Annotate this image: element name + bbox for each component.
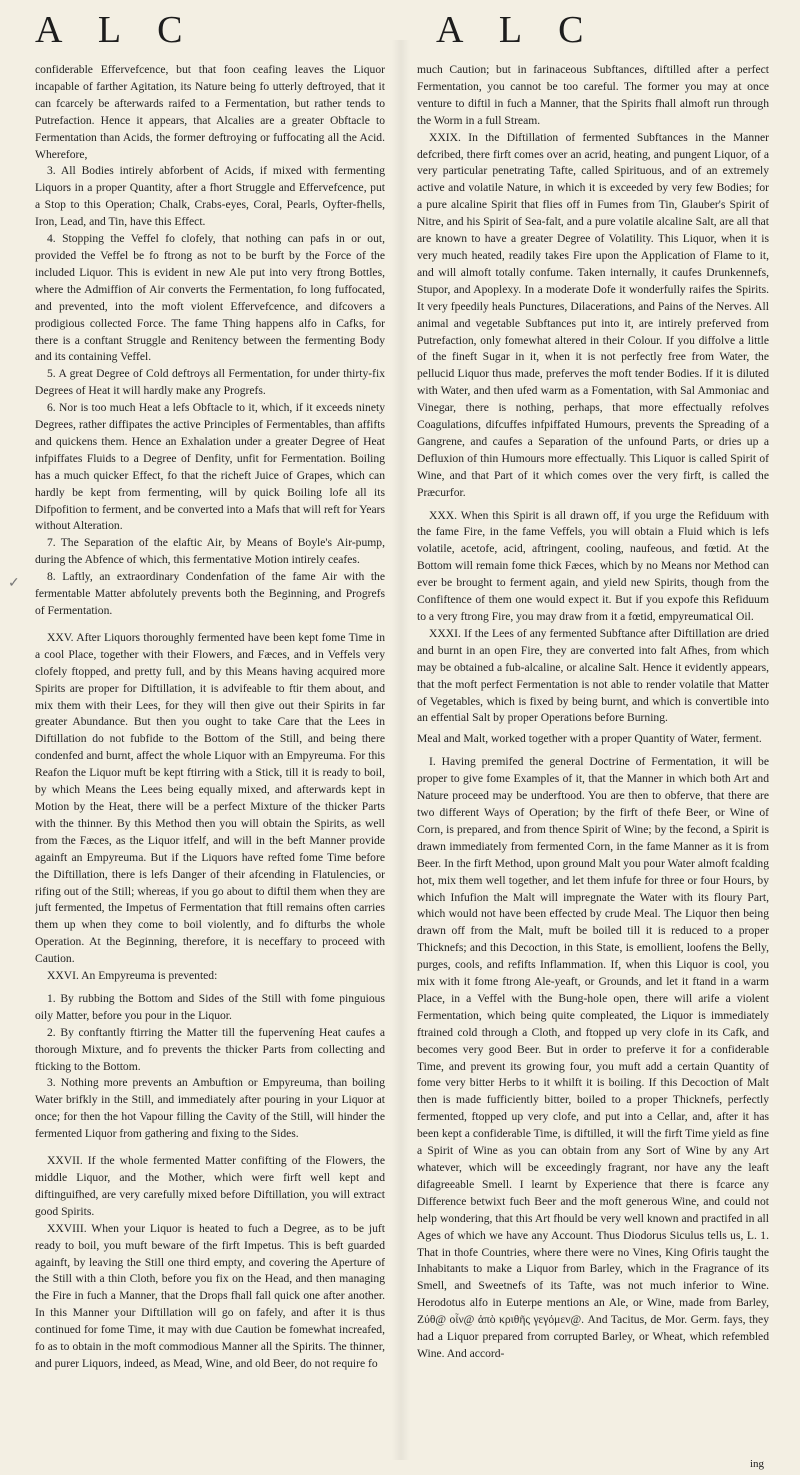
- paragraph: 1. By rubbing the Bottom and Sides of the Still with fome pinguious oily Matter, before you pour in the Liquor.: [35, 991, 385, 1022]
- catchword: ing: [750, 1458, 765, 1470]
- paragraph: 3. Nothing more prevents an Ambuftion or Empyreuma, than boiling Water brifkly in the Still, and immediately after pouring in your Liquor at once; for then the hot Vapour filling the Cavity of the Still, will hinder the fermented Liquor from gathering and fixing to the Sides.: [35, 1076, 385, 1141]
- paragraph: Meal and Malt, worked together with a proper Quantity of Water, ferment.: [417, 732, 762, 746]
- margin-check-mark: ✓: [8, 575, 20, 591]
- paragraph: 3. All Bodies intirely abforbent of Acids, if mixed with fermenting Liquors in a proper Quantity, after a fhort Struggle and Effervefcence, put a Stop to this Operation; Chalk, Crabs-eyes, Coral, Pearls, Oyfter-fhells, Iron, Lead, and Tin, have this Effect.: [35, 164, 385, 229]
- running-head-left: A L C: [35, 9, 197, 51]
- paragraph: 6. Nor is too much Heat a lefs Obftacle to it, which, if it exceeds ninety Degrees, rather diffipates the active Principles of Fermentables, than affifts and quickens them. Hence an Exhalation under a greater Degree of Heat infpiffates Fluids to a Degree of Denfity, unfit for Fermentation. Boiling has a much quicker Effect, fo that the richeft Juice of Grapes, which can hardly be kept from fermenting, will by quick Boiling lofe all its Difpofition to ferment, and be converted into a Mafs that will reft for Years without Alteration.: [35, 401, 385, 533]
- paragraph: XXXI. If the Lees of any fermented Subftance after Diftillation are dried and burnt in an open Fire, they are converted into falt Afhes, from which may be obtained a fub-alcaline, or alcaline Salt. Hence it evidently appears, that the moft perfect Fermentation is not able to render volatile that Matter of Vegetables, which is fixed by being burnt, and which is convertible into an effential Salt by proper Operations before Burning.: [417, 626, 769, 725]
- paragraph: XXVIII. When your Liquor is heated to fuch a Degree, as to be juft ready to boil, you muft beware of the firft Impetus. This is beft guarded againft, by leaving the Still one third empty, and covering the Aperture of the Still with a thin Cloth, before you fix on the Head, and then managing the Fire in fuch a Manner, that the Drops fhall fall quick one after another. In this Manner your Diftillation will go on fafely, and after it is thus continued for fome Time, it may with due Caution be fomewhat increafed, fo as to obtain in the moft commodious Manner all the Spirits. The thinner, and purer Liquors, indeed, as Mead, Wine, and old Beer, do not require fo: [35, 1221, 385, 1370]
- right-text-column: [417, 62, 769, 1457]
- left-text-column: [35, 62, 385, 1457]
- paragraph: XXX. When this Spirit is all drawn off, if you urge the Refiduum with the fame Fire, in the fame Veffels, you will obtain a Fluid which is lefs volatile, acetofe, acid, aftringent, cooling, naufeous, and fœtid. At the Bottom will remain fome thick Fæces, which by no Means nor Method can ever be brought to ferment again, and yield new Spirits, though from the Confiftence of them one would expect it. But if you expofe this Refiduum to a very ftrong Fire, you may draw from it a fœtid, empyreumatical Oil.: [417, 508, 769, 623]
- paragraph: I. Having premifed the general Doctrine of Fermentation, it will be proper to give fome Examples of it, that the Manner in which both Art and Nature proceed may be underftood. You are then to obferve, that there are two different Ways of Operation; by the firft of thefe Beer, or Wine of Corn, is prepared, and from thence Spirit of Wine; by the fecond, a Spirit is drawn immediately from fermented Corn, in the fame Manner as it is from Beer. In the firft Method, upon ground Malt you pour Water almoft fcalding hot, mix them well together, and let them infufe for three or four Hours, by which Infufion the Malt will impregnate the Water with its floury Part, which would not have been effected by crude Meal. The Liquor then being drawn off from the Malt, muft be boiled till it is reduced to a proper Thicknefs; and this Decoction, in this State, is emollient, loofens the Belly, purges, cools, and refifts Inflammation. If, when this Liquor is cool, you mix with it fome ftrong Ale-yeaft, or Grounds, and let it ftand in a warm Place, in a Veffel with the Bung-hole open, there will arife a violent Fermentation, which being quite compleated, the Liquor is immediately ftrained cold through a Cloth, and ftopped up very clofe in its Cafk, and becomes very good Beer. But in order to preferve it for a confiderable Time, and prevent its growing four, you muft add a certain Quantity of fome very bitter Herbs to it whilft it is boiling. If this Decoction of Malt then is made fufficiently bitter, boiled to a proper Thicknefs, perfectly fermented, ftopped up very clofe, and put into a Cellar, and, after it has been kept a confiderable Time, is diftilled, it will the firft Time yield as fine a Spirit of Wine as you can obtain from any Sort of Wine by any Art whatever, which will be exceedingly fragrant, nor have any the leaft difagreeable Smell. I learnt by Experience that there is fcarce any Difference betwixt fuch Beer and the moft generous Wine, and could not help wondering, that this Art fhould be very well known and practifed in all Ages of which we have any Account. Thus Diodorus Siculus tells us, L. 1. That in thofe Countries, where there were no Vines, King Ofiris taught the Inhabitants to make a Liquor from Barley, which in the Fragrance of its Smell, and Sweetnefs of its Tafte, was not much inferior to Wine. Herodotus alfo in Euterpe mentions an Ale, or Wine, made from Barley, Ζύθ@ οἶν@ ἀπὸ κριθῆς γεγόμεν@. And Tacitus, de Mor. Germ. fays, they had a Liquor prepared from corrupted Barley, or Wheat, which refembled Wine. And accord-: [417, 755, 769, 1360]
- paragraph: XXVI. An Empyreuma is prevented:: [47, 969, 218, 983]
- paragraph: XXVII. If the whole fermented Matter confifting of the Flowers, the middle Liquor, and the Mother, which were firft well kept and diftinguifhed, are very carefully mixed before Diftillation, you will extract good Spirits.: [35, 1154, 385, 1218]
- paragraph: 4. Stopping the Veffel fo clofely, that nothing can pafs in or out, provided the Veffel be fo ftrong as not to be burft by the Force of the included Liquor. This is evident in new Ale put into very ftrong Bottles, where the Admiffion of Air converts the Fermentation, fo long fuffocated, and prevented, into the moft violent Effervefcence, and difcovers a prodigious collected Force. The fame Thing happens alfo in Cafks, for there is a conftant Struggle and Renitency between the fermenting Body and its containing Veffel.: [35, 232, 385, 364]
- paragraph: 5. A great Degree of Cold deftroys all Fermentation, for under thirty-fix Degrees of Heat it will hardly make any Progrefs.: [35, 367, 385, 398]
- running-head-right: A L C: [436, 9, 598, 51]
- gutter-shadow: [392, 40, 410, 1460]
- paragraph: confiderable Effervefcence, but that foon ceafing leaves the Liquor incapable of farther Agitation, its Nature being fo utterly deftroyed, that it can fcarcely be afterwards raifed to a Fermentation, but rather tends to Putrefaction. Hence it appears, that Alcalies are a greater Obftacle to Fermentation than Acids, the former deftroying or fuffocating all the Acid. Wherefore,: [35, 63, 385, 161]
- paragraph: much Caution; but in farinaceous Subftances, diftilled after a perfect Fermentation, you cannot be too careful. The former you may at once venture to diftil in fuch a Manner, that the Spirits fhall almoft run through the Worm in a full Stream.: [417, 63, 769, 127]
- paragraph: 2. By conftantly ftirring the Matter till the fuperveníng Heat caufes a thorough Mixture, and fo prevents the thicker Parts from collecting and fticking to the Bottom.: [35, 1025, 385, 1073]
- paragraph: XXIX. In the Diftillation of fermented Subftances in the Manner defcribed, there firft comes over an acrid, heating, and pungent Liquor, of a very particular penetrating Tafte, called Spirituous, and of an extremely active and volatile Nature, in which it is exceeded by very few Bodies; for a pure alcaline Spirit that flies off in Fumes from Tin, Glauber's Spirit of Nitre, and his Spirit of Sea-falt, and a pure volatile alcaline Salt, are all that are known to have a greater Degree of Volatility. This Liquor, when it is very much heated, readily takes Fire upon the Application of Flame to it, and will almoft totally confume. Taken internally, it caufes Drunkennefs, Stupor, and Apoplexy. In a moderate Dofe it wonderfully raifes the Spirits. It very fpeedily heals Punctures, Dilacerations, and Pains of the Nerves. All animal and vegetable Subftances put into it, are intirely preferved from Putrefaction, only fomewhat altered in their Colour. If you diffolve a little of the fineft Sugar in it, when it is not perfectly free from Water, the pellucid Liquor thus made, preferves the moft tender Bodies. If it is diluted with Water, and then ufed warm as a Fomentation, with Sal Ammoniac and Vinegar, there is nothing, perhaps, that more effectually refolves Coagulations, difcuffes infpiffated Humours, prevents the Spreading of a Gangrene, and caufes a Separation of the unfound Parts, or dries up a Defluxion of thin Humours more effectually. This Liquor is called Spirit of Wine, and that Part of it which comes over the very firft, is called the Præcurfor.: [417, 130, 769, 499]
- paragraph: XXV. After Liquors thoroughly fermented have been kept fome Time in a cool Place, together with their Flowers, and Fæces, and in Veffels very clofely ftopped, and pretty full, and by this Means having acquired more Spirits are proper for Diftillation, it is advifeable to ftir them about, and mix them with their Lees, for they will then give out their Spirits in far greater Abundance. But then you ought to take Care that the Lees in Diftillation do not fubfide to the Bottom of the Still, and being there condenfed and burnt, affect the whole Liquor with an Empyreuma. For this Reafon the Liquor muft be kept ftirring with a Stick, till it is ready to boil, by which Means the Lees being equally mixed, and afterwards kept in Motion by the Heat, there will be a perfect Mixture of the thicker Parts with the thinner. By this Method then you will obtain the Spirits, as well from the Fæces, as the Liquor itfelf, and will in the beft Manner provide againft an Empyreuma. But if the Liquors have refted fome Time before the Diftillation, there is lefs Danger of their afcending in Flatulencies, or rifing out of the Still; whereas, if you go about to diftil them when they are juft fermented, the Impetus of Fermentation that ftill remains often carries them up when they come to boil violently, and fo difturbs the whole Operation. At the Beginning, therefore, it is neceffary to proceed with Caution.: [35, 630, 385, 966]
- paragraph: 8. Laftly, an extraordinary Condenfation of the fame Air with the fermentable Matter abfolutely prevents both the Beginning, and Progrefs of Fermentation.: [35, 570, 385, 617]
- paragraph: 7. The Separation of the elaftic Air, by Means of Boyle's Air-pump, during the Abfence of which, this fermentative Motion intirely ceafes.: [35, 536, 385, 567]
